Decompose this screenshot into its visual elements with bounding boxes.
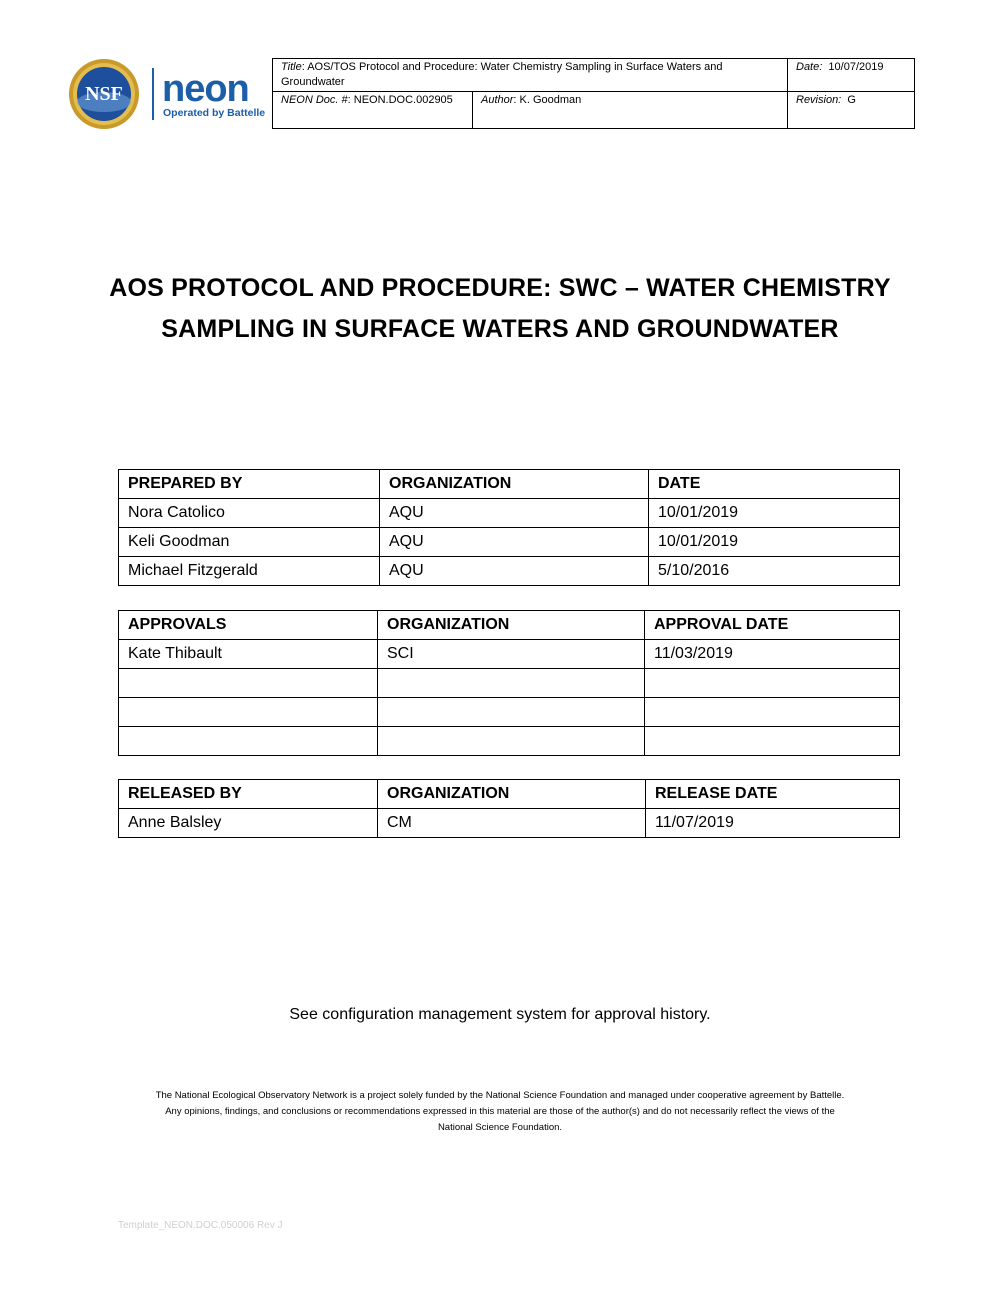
approval-date bbox=[645, 727, 900, 756]
approval-date: 11/03/2019 bbox=[645, 640, 900, 669]
approval-org bbox=[378, 727, 645, 756]
table-row bbox=[119, 698, 900, 727]
table-row bbox=[119, 727, 900, 756]
title-label: Title bbox=[281, 61, 302, 73]
header-revision-cell bbox=[788, 92, 915, 129]
funding-disclaimer bbox=[100, 1088, 900, 1136]
doc-label: NEON Doc. # bbox=[281, 94, 348, 106]
approval-name: Kate Thibault bbox=[119, 640, 378, 669]
title-line-1: AOS PROTOCOL AND PROCEDURE: SWC – WATER CHEMISTRY bbox=[109, 274, 891, 302]
table-row bbox=[119, 640, 900, 669]
approval-history-note: See configuration management system for approval history. bbox=[289, 1006, 711, 1023]
prepared-name: Keli Goodman bbox=[119, 528, 380, 557]
prepared-org: AQU bbox=[380, 557, 649, 586]
neon-wordmark: neon bbox=[162, 68, 249, 110]
approval-name bbox=[119, 669, 378, 698]
header-title-cell bbox=[273, 59, 788, 92]
table-row bbox=[119, 809, 900, 838]
disclaimer-line-1: The National Ecological Observatory Network is a project solely funded by the National Science Foundation and managed under cooperative agreement by Battelle. bbox=[155, 1090, 845, 1101]
header-docnum-cell bbox=[273, 92, 473, 129]
released-org: CM bbox=[378, 809, 646, 838]
disclaimer-line-3: National Science Foundation. bbox=[437, 1122, 563, 1133]
approval-org: SCI bbox=[378, 640, 645, 669]
table-row bbox=[119, 557, 900, 586]
nsf-text: NSF bbox=[85, 83, 123, 105]
table-row bbox=[119, 499, 900, 528]
released-header-name: RELEASED BY bbox=[119, 780, 378, 809]
prepared-date: 10/01/2019 bbox=[649, 528, 900, 557]
approval-name bbox=[119, 727, 378, 756]
prepared-date: 10/01/2019 bbox=[649, 499, 900, 528]
prepared-date: 5/10/2016 bbox=[649, 557, 900, 586]
approval-org bbox=[378, 698, 645, 727]
prepared-org: AQU bbox=[380, 499, 649, 528]
title-value: : AOS/TOS Protocol and Procedure: Water Chemistry Sampling in Surface Waters and Groundwater bbox=[281, 61, 723, 88]
header-date-cell bbox=[788, 59, 915, 92]
approval-date bbox=[645, 698, 900, 727]
released-header-date: RELEASE DATE bbox=[646, 780, 900, 809]
prepared-header-date: DATE bbox=[649, 470, 900, 499]
released-name: Anne Balsley bbox=[119, 809, 378, 838]
released-by-table bbox=[118, 779, 900, 838]
disclaimer-line-2: Any opinions, findings, and conclusions or recommendations expressed in this material are those of the author(s) and do not necessarily reflect the views of the bbox=[165, 1106, 835, 1117]
approval-org bbox=[378, 669, 645, 698]
approvals-table bbox=[118, 610, 900, 756]
date-label: Date: bbox=[796, 61, 823, 73]
prepared-name: Nora Catolico bbox=[119, 499, 380, 528]
prepared-header-name: PREPARED BY bbox=[119, 470, 380, 499]
date-value: 10/07/2019 bbox=[828, 61, 884, 73]
author-label: Author bbox=[481, 94, 514, 106]
approvals-header-org: ORGANIZATION bbox=[378, 611, 645, 640]
header-info-table bbox=[272, 58, 915, 129]
revision-value: G bbox=[847, 94, 856, 106]
prepared-org: AQU bbox=[380, 528, 649, 557]
template-id: Template_NEON.DOC.050006 Rev J bbox=[118, 1220, 283, 1231]
nsf-seal-icon bbox=[69, 59, 139, 129]
table-row bbox=[119, 669, 900, 698]
table-row bbox=[119, 528, 900, 557]
title-line-2: SAMPLING IN SURFACE WATERS AND GROUNDWATER bbox=[161, 315, 839, 343]
approvals-header-date: APPROVAL DATE bbox=[645, 611, 900, 640]
revision-label: Revision: bbox=[796, 94, 842, 106]
document-title bbox=[100, 268, 900, 350]
prepared-by-table bbox=[118, 469, 900, 586]
prepared-header-org: ORGANIZATION bbox=[380, 470, 649, 499]
logo-graphic bbox=[66, 58, 272, 130]
author-value: : K. Goodman bbox=[513, 94, 582, 106]
operated-by-text: Operated by Battelle bbox=[163, 107, 266, 119]
approval-name bbox=[119, 698, 378, 727]
header-author-cell bbox=[473, 92, 788, 129]
prepared-name: Michael Fitzgerald bbox=[119, 557, 380, 586]
neon-nsf-logo bbox=[66, 58, 272, 130]
released-header-org: ORGANIZATION bbox=[378, 780, 646, 809]
approvals-header-name: APPROVALS bbox=[119, 611, 378, 640]
approval-date bbox=[645, 669, 900, 698]
released-date: 11/07/2019 bbox=[646, 809, 900, 838]
doc-value: : NEON.DOC.002905 bbox=[347, 94, 453, 106]
